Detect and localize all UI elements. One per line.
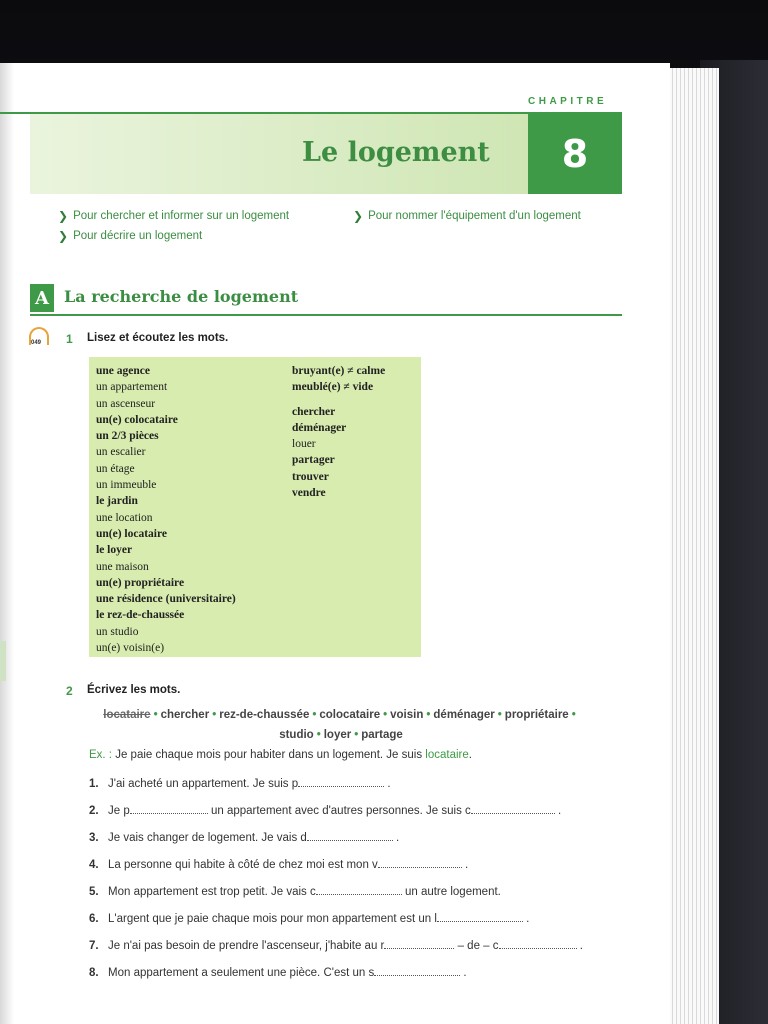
exercise-1-number: 1 (66, 332, 73, 346)
sentence-text: – de – c (457, 940, 499, 952)
spine-shadow (0, 63, 14, 1024)
objective-item (58, 229, 202, 243)
sentence-text: J'ai acheté un appartement. Je suis p (108, 778, 299, 790)
answer-blank[interactable] (471, 803, 555, 814)
vocab-word: partager (292, 454, 335, 467)
word-bank-word: studio (279, 729, 314, 741)
vocab-word: bruyant(e) ≠ calme (292, 365, 386, 377)
sentence-text: Je vais changer de logement. Je vais d (108, 832, 307, 844)
sentence-number: 8. (89, 967, 99, 979)
sentence-number: 1. (89, 778, 99, 790)
exercise-2-instruction: Écrivez les mots. (87, 684, 181, 696)
vocab-word: un ascenseur (96, 397, 156, 410)
vocabulary-column-nouns (96, 363, 236, 656)
vocab-word: chercher (292, 405, 336, 418)
section-rule (30, 314, 622, 316)
vocab-word: un(e) propriétaire (96, 576, 185, 589)
vocab-word: une agence (96, 365, 150, 377)
sentence-text: un appartement avec d'autres personnes. Je suis c (210, 805, 471, 817)
sentence-text: Mon appartement est trop petit. Je vais c (108, 886, 316, 898)
chapter-number: 8 (561, 132, 589, 176)
vocab-word: un 2/3 pièces (96, 430, 159, 443)
word-bank-word: chercher (160, 709, 210, 721)
exercise-1-instruction: Lisez et écoutez les mots. (87, 332, 229, 344)
sentence-number: 2. (89, 805, 99, 817)
vocab-word: un studio (96, 625, 139, 638)
chapter-label: CHAPITRE (528, 96, 608, 107)
answer-blank[interactable] (499, 938, 577, 949)
exercise-sentence (89, 830, 399, 844)
word-bank-word: déménager (433, 709, 495, 721)
vocab-word: louer (292, 438, 316, 451)
sentence-number: 4. (89, 859, 99, 871)
vocabulary-box (89, 357, 421, 657)
answer-blank[interactable] (307, 830, 393, 841)
chevron-right-icon: ❯ (58, 229, 69, 243)
section-letter-box (30, 284, 54, 312)
sentence-text: . (387, 778, 391, 790)
chapter-title: Le logement (302, 137, 490, 168)
example-answer: locataire (425, 749, 469, 761)
word-bank-word: partage (361, 729, 403, 741)
sentence-number: 6. (89, 913, 99, 925)
exercise-sentence (89, 938, 583, 952)
vocab-word: un escalier (96, 446, 146, 459)
answer-blank[interactable] (378, 857, 462, 868)
vocab-word: un(e) locataire (96, 527, 168, 540)
page-edges (668, 68, 719, 1024)
sentence-text: . (579, 940, 583, 952)
sentence-number: 7. (89, 940, 99, 952)
sentence-text: Je n'ai pas besoin de prendre l'ascenseur, j'habite au r (108, 940, 385, 952)
objective-text: Pour nommer l'équipement d'un logement (368, 210, 581, 222)
sentence-text: un autre logement. (404, 886, 501, 898)
exercise-sentence (89, 803, 561, 817)
sentence-text: . (396, 832, 400, 844)
word-bank-word: locataire (103, 709, 151, 721)
sentence-text: L'argent que je paie chaque mois pour mon appartement est un l (108, 913, 437, 925)
exercise-sentence (89, 911, 529, 925)
vocabulary-column-adjectives-verbs (292, 363, 385, 501)
exercise-sentence (89, 776, 391, 790)
vocab-word: un(e) colocataire (96, 413, 178, 426)
word-bank-line: locataire • chercher • rez-de-chaussée • colocataire • voisin • déménager • propriétaire • (103, 709, 576, 721)
objective-item (353, 209, 581, 223)
sentence-text: Mon appartement a seulement une pièce. C'est un s (108, 967, 375, 979)
gutter-mark (0, 641, 6, 681)
word-bank-word: loyer (323, 729, 352, 741)
vocab-word: meublé(e) ≠ vide (292, 381, 374, 394)
sentence-text: La personne qui habite à côté de chez moi est mon v (108, 859, 378, 871)
objective-text: Pour décrire un logement (73, 230, 203, 242)
vocab-word: un(e) voisin(e) (96, 642, 165, 655)
exercise-sentence (89, 884, 501, 898)
answer-blank[interactable] (374, 965, 460, 976)
sentence-text: . (557, 805, 562, 817)
answer-blank[interactable] (298, 776, 384, 787)
vocab-spacer (292, 396, 385, 404)
vocab-word: le jardin (96, 495, 138, 508)
exercise-sentence (89, 965, 467, 979)
vocab-word: le loyer (96, 544, 133, 557)
answer-blank[interactable] (437, 911, 523, 922)
word-bank-word: voisin (390, 709, 424, 721)
word-bank-word: rez-de-chaussée (219, 709, 310, 721)
vocab-word: une maison (96, 560, 149, 573)
section-letter: A (35, 287, 49, 309)
sentence-number: 3. (89, 832, 99, 844)
word-bank (60, 705, 622, 745)
sentence-number: 5. (89, 886, 99, 898)
vocab-word: un appartement (96, 381, 168, 394)
answer-blank[interactable] (316, 884, 402, 895)
sentence-text: . (463, 967, 467, 979)
chevron-right-icon: ❯ (58, 209, 69, 223)
sentence-text: . (464, 859, 469, 871)
chevron-right-icon: ❯ (353, 209, 364, 223)
word-bank-word: propriétaire (504, 709, 569, 721)
book-page (0, 63, 670, 1024)
objective-text: Pour chercher et informer sur un logement (73, 210, 290, 222)
objective-item (58, 209, 289, 223)
answer-blank[interactable] (384, 938, 454, 949)
vocab-word: trouver (292, 470, 329, 483)
vocab-word: vendre (292, 487, 326, 500)
section-title: La recherche de logement (64, 287, 299, 306)
vocab-word: une résidence (universitaire) (96, 593, 236, 606)
sentence-text: Je p (108, 805, 130, 817)
exercise-2-number: 2 (66, 684, 73, 698)
audio-track-number: 049 (31, 340, 42, 346)
word-bank-word: colocataire (319, 709, 381, 721)
vocab-word: le rez-de-chaussée (96, 609, 185, 622)
vocab-word: déménager (292, 421, 347, 434)
answer-blank[interactable] (130, 803, 208, 814)
word-bank-line: studio • loyer • partage (279, 729, 403, 741)
sentence-text: . (526, 913, 530, 925)
example-text: Je paie chaque mois pour habiter dans un logement. Je suis (115, 749, 423, 761)
chapter-number-box (528, 114, 622, 194)
vocab-word: un étage (96, 462, 135, 475)
exercise-sentence (89, 857, 468, 871)
vocab-word: une location (96, 511, 153, 524)
example-label: Ex. : (89, 749, 113, 761)
example-sentence: Ex. : Je paie chaque mois pour habiter dans un logement. Je suis locataire. (89, 749, 472, 761)
vocab-word: un immeuble (96, 479, 157, 492)
